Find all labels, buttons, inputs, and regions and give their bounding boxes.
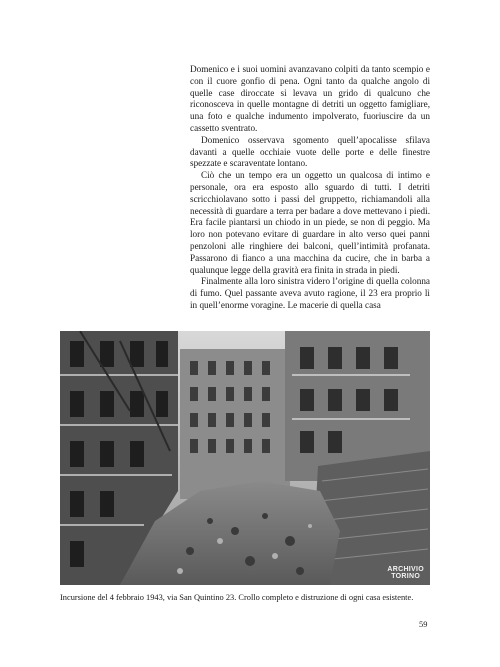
paragraph: Ciò che un tempo era un oggetto un qualcosa di intimo e personale, ora era esposto allo sguardo di tutti. I detriti scricchiolavano sotto i passi del gruppetto, richiamandoli alla necessità di guardare a terra per badare a dove mettevano i piedi. Era facile piantarsi un chiodo in un piede, se non di peggio. Ma loro non potevano evitare di guardare in alto verso quei panni penzoloni alle ringhiere dei balconi, quell’intimità profanata. Passarono di fianco a una macchina da cucire, che in barba a qualunque legge della gravità era finita in strada in piedi. — [190, 170, 430, 275]
photo-caption: Incursione del 4 febbraio 1943, via San Quintino 23. Crollo completo e distruzione di ogni casa esistente. — [60, 593, 414, 602]
page-number: 59 — [419, 620, 428, 629]
body-text — [190, 64, 430, 312]
paragraph: Finalmente alla loro sinistra videro l’origine di quella colonna di fumo. Quel passante aveva avuto ragione, il 23 era proprio lì in quell’enorme voragine. Le macerie di quella casa — [190, 276, 430, 310]
photo-illustration — [60, 331, 430, 585]
bombed-street-photo — [60, 331, 430, 585]
paragraph: Domenico e i suoi uomini avanzavano colpiti da tanto scempio e con il cuore gonfio di pena. Ogni tanto da qualche angolo di quelle case diroccate si levava un grido di qualcuno che riconosceva in quelle montagne di detriti un oggetto famigliare, una foto e qualche indumento impolverato, fuoriuscire da un cassetto sventrato. — [190, 64, 430, 133]
archive-watermark: ARCHIVIO TORINO — [387, 566, 424, 580]
paragraph: Domenico osservava sgomento quell’apocalisse sfilava davanti a quelle occhiaie vuote delle porte e delle finestre spezzate e scaraventate lontano. — [190, 134, 430, 169]
